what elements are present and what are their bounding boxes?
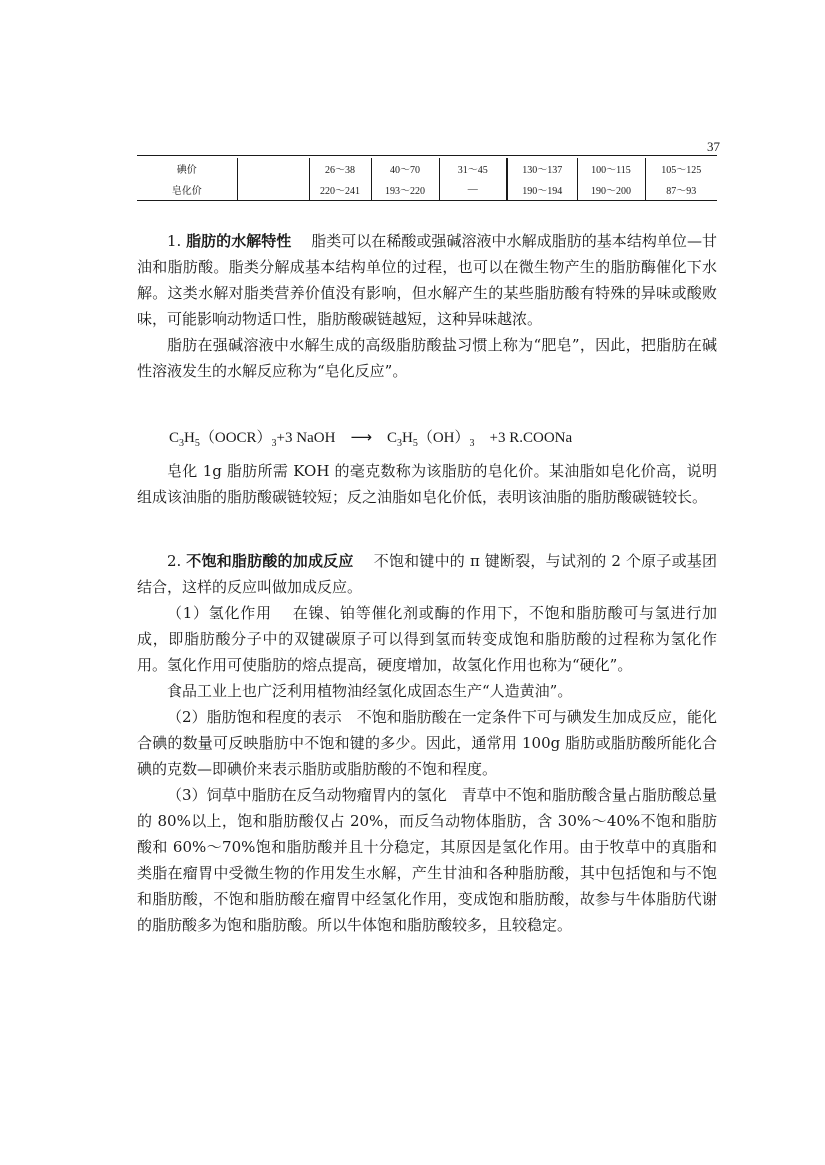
section-1-heading: 脂肪的水解特性 <box>186 232 292 250</box>
section-2 <box>137 548 717 938</box>
table-cell: 碘价 <box>176 165 197 176</box>
header-rule <box>137 155 717 156</box>
formula-text: C <box>386 430 397 446</box>
table-cell: 190～200 <box>577 179 645 201</box>
formula-subscript: 5 <box>412 438 418 449</box>
table-cell: 130～137 <box>507 158 577 179</box>
section-2-heading: 不饱和脂肪酸的加成反应 <box>186 552 354 570</box>
table-cell: 40～70 <box>371 158 439 179</box>
formula-text: H <box>184 430 195 446</box>
value-table <box>137 158 717 201</box>
table-cell: 100～115 <box>577 158 645 179</box>
formula-text: （OH） <box>417 430 470 446</box>
section-1-lead-text: 脂类可以在稀酸或强碱溶液中水解成脂肪的基本结构单位—甘油和脂肪酸。脂类分解成基本结构单位的过程，也可以在微生物产生的脂肪酶催化下水解。这类水解对脂类营养价值没有影响，但水解产生的某些脂肪酸有特殊的异味或酸败味，可能影响动物适口性，脂肪酸碳链越短，这种异味越浓。 <box>137 232 717 328</box>
section-1-lead <box>137 228 717 332</box>
table-row-saponification <box>137 179 717 201</box>
section-2-lead <box>137 548 717 600</box>
formula-subscript: 3 <box>396 438 402 449</box>
formula-text: +3 NaOH <box>276 430 336 446</box>
table-cell <box>237 179 309 201</box>
formula-subscript: 3 <box>469 438 475 449</box>
section-1 <box>137 228 717 384</box>
formula-subscript: 3 <box>179 438 185 449</box>
section-2-item-3: （3）饲草中脂肪在反刍动物瘤胃内的氢化 青草中不饱和脂肪酸含量占脂肪酸总量的 80%以上，饱和脂肪酸仅占 20%，而反刍动物体脂肪，含 30%～40%不饱和脂肪酸和 60%～70%饱和脂肪酸并且十分稳定，其原因是氢化作用。由于牧草中的真脂和类脂在瘤胃中受微生物的作用发生水解，产生甘油和各种脂肪酸，其中包括饱和与不饱和脂肪酸，不饱和脂肪酸在瘤胃中经氢化作用，变成饱和脂肪酸，故参与牛体脂肪代谢的脂肪酸多为饱和脂肪酸。所以牛体饱和脂肪酸较多，且较稳定。 <box>137 786 717 934</box>
table-cell: — <box>439 179 507 201</box>
table-cell: 皂化价 <box>137 179 237 201</box>
table-cell: 190～194 <box>507 179 577 201</box>
section-1-continued <box>137 458 717 510</box>
section-2-item-1-note: 食品工业上也广泛利用植物油经氢化成固态生产“人造黄油”。 <box>167 682 573 700</box>
page-number: 37 <box>707 139 720 154</box>
table-cell <box>237 158 309 179</box>
table-cell: 220～241 <box>309 179 371 201</box>
table-row-iodine <box>137 158 717 179</box>
section-1-para-2: 脂肪在强碱溶液中水解生成的高级脂肪酸盐习惯上称为“肥皂”，因此，把脂肪在碱性溶液发生的水解反应称为“皂化反应”。 <box>137 336 717 380</box>
saponification-formula <box>137 424 749 457</box>
section-2-item-1: （1）氢化作用 在镍、铂等催化剂或酶的作用下，不饱和脂肪酸可与氢进行加成，即脂肪酸分子中的双键碳原子可以得到氢而转变成饱和脂肪酸的过程称为氢化作用。氢化作用可使脂肪的熔点提高，硬度增加，故氢化作用也称为“硬化”。 <box>137 604 717 674</box>
formula-text: H <box>401 430 413 446</box>
formula-text: C <box>169 430 180 446</box>
table-cell: 31～45 <box>439 158 507 179</box>
section-1-number: 1. <box>167 232 182 250</box>
section-1-para-3: 皂化 1g 脂肪所需 KOH 的毫克数称为该脂肪的皂化价。某油脂如皂化价高，说明组成该油脂的脂肪酸碳链较短；反之油脂如皂化价低，表明该油脂的脂肪酸碳链较长。 <box>137 462 717 506</box>
section-2-item-2: （2）脂肪饱和程度的表示 不饱和脂肪酸在一定条件下可与碘发生加成反应，能化合碘的数量可反映脂肪中不饱和键的多少。因此，通常用 100g 脂肪或脂肪酸所能化合碘的克数—即碘价来表示脂肪或脂肪酸的不饱和程度。 <box>137 708 717 778</box>
formula-subscript: 3 <box>271 438 277 449</box>
section-2-lead-text: 不饱和键中的 π 键断裂，与试剂的 2 个原子或基团结合，这样的反应叫做加成反应。 <box>137 552 717 596</box>
table-cell: 193～220 <box>371 179 439 201</box>
section-2-number: 2. <box>167 552 182 570</box>
formula-text: +3 R.COONa <box>489 430 573 446</box>
table-cell: 87～93 <box>645 179 717 201</box>
reaction-arrow-icon: ⟶ <box>350 428 372 446</box>
table-cell: 105～125 <box>645 158 717 179</box>
formula-text: （OOCR） <box>199 430 272 446</box>
formula-subscript: 5 <box>194 438 200 449</box>
table-cell: 26～38 <box>309 158 371 179</box>
